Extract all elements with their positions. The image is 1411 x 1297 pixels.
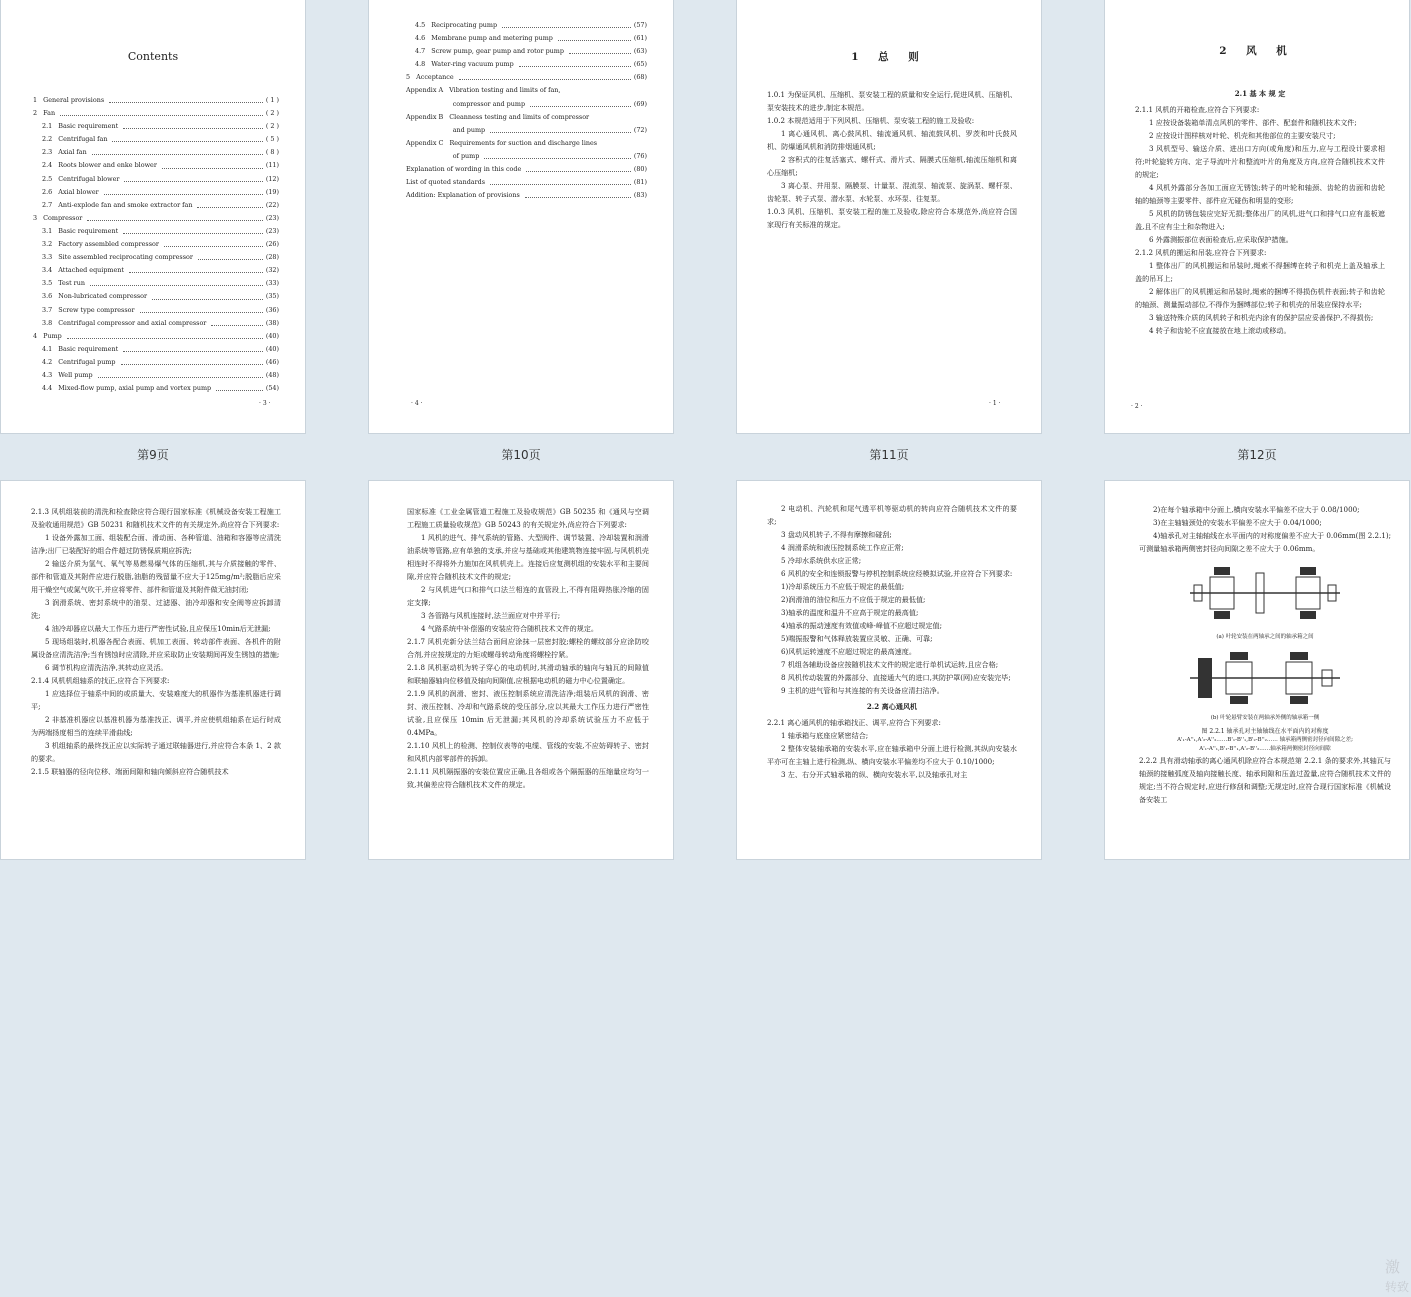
toc-entry-title: 4.1 Basic requirement	[42, 344, 119, 353]
paragraph: 1.0.1 为保证风机、压缩机、泵安装工程的质量和安全运行,促进风机、压缩机、泵安装技术的进步,制定本规范。	[767, 90, 1017, 112]
toc-entry-page: (57)	[633, 21, 647, 29]
toc-entry-title: 2.2 Centrifugal fan	[42, 135, 108, 144]
toc-entry-page: (23)	[265, 226, 279, 235]
toc-entry-page: (69)	[633, 99, 647, 108]
toc-leader	[526, 163, 631, 172]
toc-entry[interactable]	[33, 290, 279, 303]
toc-entry-page: (40)	[265, 331, 279, 340]
paragraph: 1 设备外露加工面、组装配合面、滑动面、各种管道、油箱和容器等应清洗洁净;出厂已装配好的组合件超过防锈保质期应拆洗;	[31, 533, 281, 555]
toc-entry-title: 4.4 Mixed-flow pump, axial pump and vortex pump	[42, 384, 212, 393]
page-number: · 1 ·	[989, 400, 1001, 407]
toc-entry[interactable]	[33, 382, 279, 395]
toc-entry-title: Appendix B Cleanness testing and limits of compressor	[406, 112, 590, 121]
toc-entry[interactable]	[406, 176, 647, 189]
paragraph: 2.1.2 风机的搬运和吊装,应符合下列要求:	[1135, 248, 1267, 257]
paragraph: 3 各管路与风机连接时,法兰面应对中并平行;	[421, 611, 561, 620]
toc-entry[interactable]	[33, 343, 279, 356]
toc-leader	[104, 186, 263, 195]
paragraph: 2.1.3 风机组装前的清洗和检查除应符合现行国家标准《机械设备安装工程施工及验收通用规范》GB 50231 和随机技术文件的有关规定外,尚应符合下列要求:	[31, 507, 281, 529]
paragraph: 6 外露测振部位表面检查后,应采取保护措施。	[1149, 235, 1293, 244]
chapter-heading: 2 风 机	[1219, 45, 1295, 57]
watermark-line-1: 激	[1384, 1258, 1400, 1276]
paragraph: 5 冷却水系统供水应正常;	[781, 556, 862, 565]
paragraph: 6 调节机构应清洗洁净,其转动应灵活。	[45, 663, 168, 672]
toc-leader	[92, 146, 263, 155]
toc-entry-page: (72)	[633, 125, 647, 134]
paragraph: 1 应按设备装箱单清点风机的零件、部件、配套件和随机技术文件;	[1149, 118, 1357, 127]
toc-leader	[164, 238, 263, 247]
paragraph: 1)冷却系统压力不应低于规定的最低值;	[781, 582, 905, 591]
toc-entry-page: (23)	[265, 213, 279, 222]
figure-caption-a: (a) 叶轮安装在两轴承之间的轴承箱之间	[1216, 634, 1314, 640]
contents-title: Contents	[127, 50, 179, 63]
toc-entry[interactable]	[33, 264, 279, 277]
toc-leader	[484, 150, 631, 159]
page-body	[767, 88, 1017, 231]
paragraph: 5 风机的防锈包装应完好无损;整体出厂的风机,进气口和排气口应有盖板遮盖,且不应有尘土和杂物进入;	[1135, 209, 1385, 231]
figure-note-1: A'₁-A''₁,A'₂-A''₂……B'₁-B''₁,B'₂-B''₂…… 轴承箱两侧密封径向间隙之差;	[1177, 737, 1353, 743]
paragraph: 1 轴承箱与底座应紧密结合;	[781, 731, 869, 740]
toc-entry-page: (26)	[265, 240, 279, 249]
toc-entry[interactable]	[406, 189, 647, 202]
paragraph: 3)在主轴轴颈处的安装水平偏差不应大于 0.04/1000;	[1153, 518, 1322, 527]
paragraph: 2.2.1 离心通风机的轴承箱找正、调平,应符合下列要求:	[767, 718, 941, 727]
toc-entry[interactable]	[406, 45, 647, 58]
toc-entry[interactable]	[33, 225, 279, 238]
toc-leader	[98, 369, 263, 378]
toc-entry-title: 2.5 Centrifugal blower	[42, 174, 120, 183]
toc-entry-title: 3.2 Factory assembled compressor	[42, 240, 159, 249]
page-label-11[interactable]: 第11页	[869, 448, 909, 462]
toc-entry-page: ( 1 )	[265, 96, 279, 104]
toc-leader	[211, 317, 263, 326]
toc-entry-page: (19)	[265, 187, 279, 196]
toc-entry-page: (22)	[265, 200, 279, 209]
page-body	[1139, 503, 1391, 806]
paragraph: 2.2.2 具有滑动轴承的离心通风机除应符合本规范第 2.2.1 条的要求外,其轴瓦与轴颈的接触弧度及轴向接触长度、轴承间隙和压盖过盈量,应符合随机技术文件的规定;当不符合规定时,应进行修刮和调整;无规定时,应符合现行国家标准《机械设备安装工	[1139, 756, 1391, 804]
figure-title: 图 2.2.1 轴承孔对主轴轴线在水平面内的对称度	[1201, 728, 1329, 735]
toc-leader	[60, 107, 263, 116]
toc-entry[interactable]	[33, 146, 279, 159]
toc-entry-page: (54)	[265, 384, 279, 393]
figure-caption-b: (b) 叶轮悬臂安装在两轴承外侧的轴承箱一侧	[1210, 715, 1320, 721]
paragraph: 8 风机传动装置的外露部分、直接通大气的进口,其防护罩(网)应安装完毕;	[781, 673, 1011, 682]
paragraph: 2.1.5 联轴器的径向位移、端面间隙和轴向倾斜应符合随机技术	[31, 767, 229, 776]
toc-entry-title: 5 Acceptance	[406, 73, 454, 82]
toc-entry-page: (61)	[633, 34, 647, 43]
toc-entry[interactable]	[406, 137, 647, 150]
toc-entry[interactable]	[33, 199, 279, 212]
page-label-10[interactable]: 第10页	[501, 448, 541, 462]
paragraph: 4 润滑系统和液压控制系统工作应正常;	[781, 543, 904, 552]
paragraph: 3 输送特殊介质的风机转子和机壳内涂有的保护层应妥善保护,不得损伤;	[1149, 313, 1374, 322]
toc-entry[interactable]	[33, 251, 279, 264]
toc-leader	[558, 32, 631, 41]
toc-entry[interactable]	[33, 159, 279, 172]
toc-entry[interactable]	[406, 98, 647, 111]
paragraph: 2 输送介质为氢气、氧气等易燃易爆气体的压缩机,其与介质接触的零件、部件和管道及其附件应进行脱脂,油脂的残留量不应大于125mg/m²;脱脂后应采用干燥空气或氮气吹干,并应将零件、部件和管道及其附件做无油封闭;	[31, 559, 281, 594]
toc-entry[interactable]	[406, 150, 647, 163]
figure-bearing-a	[1190, 559, 1340, 642]
toc-leader	[502, 19, 631, 28]
toc-leader	[490, 124, 631, 133]
page-thumb-14[interactable]	[368, 480, 674, 860]
paragraph: 4 气路系统中补偿器的安装应符合随机技术文件的规定。	[421, 624, 599, 633]
toc-entry-title: compressor and pump	[406, 99, 526, 108]
page-label-12[interactable]: 第12页	[1237, 448, 1277, 462]
toc-leader	[129, 264, 263, 273]
toc-entry-title: List of quoted standards	[406, 178, 486, 187]
toc-entry[interactable]	[33, 369, 279, 382]
paragraph: 3 润滑系统、密封系统中的油泵、过滤器、油冷却器和安全阀等应拆卸清洗;	[31, 598, 281, 620]
toc-entry-page: (11)	[265, 161, 279, 170]
toc-entry-title: 2.7 Anti-explode fan and smoke extractor fan	[42, 200, 193, 209]
paragraph: 9 主机的进气管和与其连接的有关设备应清扫洁净。	[781, 686, 944, 695]
toc-entry-title: 3.7 Screw type compressor	[42, 305, 135, 314]
toc-leader	[198, 251, 263, 260]
toc-entry-title: 4.7 Screw pump, gear pump and rotor pump	[415, 47, 564, 56]
toc-entry-page: (48)	[265, 370, 279, 379]
toc-entry-page: (83)	[633, 191, 647, 200]
toc-entry[interactable]	[33, 304, 279, 317]
toc-entry-page: ( 5 )	[265, 135, 279, 144]
toc-entry-title: 2.3 Axial fan	[42, 148, 87, 157]
toc-entry[interactable]	[406, 84, 647, 97]
page-text-bottom	[1139, 754, 1391, 806]
toc-entry-title: 3.6 Non-lubricated compressor	[42, 292, 148, 301]
toc-entry-title: 1 General provisions	[33, 96, 105, 104]
paragraph: 2)在每个轴承箱中分面上,横向安装水平偏差不应大于 0.08/1000;	[1153, 505, 1360, 514]
paragraph: 2 与风机进气口和排气口法兰相连的直管段上,不得有阻碍热胀冷缩的固定支撑;	[407, 585, 649, 607]
toc-entry-page: (81)	[633, 178, 647, 187]
section-heading: 2.1 基 本 规 定	[1234, 89, 1286, 98]
toc-entry[interactable]	[33, 330, 279, 343]
page-thumb-13[interactable]	[0, 480, 306, 860]
toc-leader	[569, 45, 631, 54]
toc-entry-title: 4.5 Reciprocating pump	[415, 21, 498, 29]
toc-entry-page: (12)	[265, 174, 279, 183]
toc-entry[interactable]	[406, 124, 647, 137]
paragraph: 2 非基准机器应以基准机器为基准找正、调平,并应使机组轴系在运行时成为两端扬度相当的连续平滑曲线;	[31, 715, 281, 737]
toc-entry-title: 2.1 Basic requirement	[42, 122, 119, 131]
paragraph: 4 转子和齿轮不应直接放在地上滚动或移动。	[1149, 326, 1291, 335]
toc-entry-page: (32)	[265, 266, 279, 275]
toc-entry-title: Appendix C Requirements for suction and discharge lines	[406, 138, 598, 147]
paragraph: 3 离心泵、井用泵、隔膜泵、计量泵、混流泵、轴流泵、旋涡泵、螺杆泵、齿轮泵、转子式泵、潜水泵、水轮泵、水环泵、往复泵。	[767, 181, 1017, 203]
paragraph: 6)风机运转速度不应超过规定的最高速度。	[781, 647, 916, 656]
paragraph: 3 风机型号、输送介质、进出口方向(或角度)和压力,应与工程设计要求相符;叶轮旋转方向、定子导流叶片和整流叶片的角度及方向,应符合随机技术文件的规定;	[1135, 144, 1385, 179]
toc-entry[interactable]	[406, 19, 647, 32]
toc-entry[interactable]	[33, 94, 279, 107]
paragraph: 2 容积式的往复活塞式、螺杆式、滑片式、隔膜式压缩机,轴流压缩机和离心压缩机;	[767, 155, 1017, 177]
toc-entry[interactable]	[33, 212, 279, 225]
toc-leader	[124, 173, 262, 182]
toc-leader	[152, 290, 263, 299]
page-body	[767, 502, 1017, 781]
page-thumb-16[interactable]	[1104, 480, 1410, 1294]
page-thumb-15[interactable]	[736, 480, 1042, 860]
toc-entry-page: (63)	[633, 47, 647, 56]
toc-leader	[87, 212, 263, 221]
paragraph: 2.1.10 风机上的检测、控制仪表等的电缆、管线的安装,不应妨碍转子、密封和风机内部零部件的拆卸。	[407, 741, 649, 763]
toc-entry[interactable]	[406, 163, 647, 176]
paragraph: 2.1.1 风机的开箱检查,应符合下列要求:	[1135, 105, 1260, 114]
paragraph: 4 风机外露部分各加工面应无锈蚀;转子的叶轮和轴颈、齿轮的齿面和齿轮轴的轴颈等主要零件、部件应无碰伤和明显的变形;	[1135, 183, 1385, 205]
paragraph: 7 机组各辅助设备应按随机技术文件的规定进行单机试运转,且应合格;	[781, 660, 999, 669]
toc-entry-page: (35)	[265, 292, 279, 301]
toc-list	[406, 19, 647, 202]
toc-entry-title: 4.2 Centrifugal pump	[42, 357, 116, 366]
toc-entry-page: (40)	[265, 344, 279, 353]
paragraph: 6 风机的安全和连锁报警与停机控制系统应经模拟试验,并应符合下列要求:	[781, 569, 1013, 578]
toc-entry[interactable]	[33, 107, 279, 120]
toc-entry-title: 3 Compressor	[33, 213, 83, 222]
toc-entry-page: ( 2 )	[265, 122, 279, 131]
toc-entry[interactable]	[33, 186, 279, 199]
paragraph: 4)轴承孔对主轴轴线在水平面内的对称度偏差不应大于 0.06mm(图 2.2.1);可测量轴承箱两侧密封径向间隙之差不应大于 0.06mm。	[1139, 531, 1391, 553]
toc-leader	[459, 71, 631, 80]
toc-entry[interactable]	[406, 71, 647, 84]
toc-leader	[140, 304, 263, 313]
page-thumb-10[interactable]	[368, 0, 674, 434]
toc-entry-title: 3.4 Attached equipment	[42, 266, 124, 275]
figure-note-2: A'₁-A''₁,B'₁-B''₁,A'₂-B''₂……轴承箱两侧密封径向间隙	[1199, 746, 1331, 752]
page-thumb-12[interactable]	[1104, 0, 1410, 434]
toc-entry[interactable]	[33, 277, 279, 290]
toc-entry[interactable]	[33, 317, 279, 330]
paragraph: 5)喘振报警和气体释放装置应灵敏、正确、可靠;	[781, 634, 933, 643]
toc-leader	[123, 120, 263, 129]
page-label-9[interactable]: 第9页	[137, 448, 169, 462]
toc-entry-page: (33)	[265, 279, 279, 288]
paragraph: 5 现场组装时,机器各配合表面、机加工表面、转动部件表面、各机件的附属设备应清洗洁净;当有锈蚀时应清除,并应采取防止安装期间再发生锈蚀的措施;	[31, 637, 281, 659]
toc-entry-page: ( 2 )	[265, 109, 279, 118]
toc-entry-page: (65)	[633, 60, 647, 69]
toc-leader	[112, 133, 262, 142]
toc-entry[interactable]	[33, 356, 279, 369]
section-heading: 2.2 离心通风机	[866, 702, 918, 711]
page-body	[1135, 84, 1385, 337]
toc-entry-title: and pump	[406, 125, 486, 134]
paragraph: 3 左、右分开式轴承箱的纵、横向安装水平,以及轴承孔对主	[781, 770, 968, 779]
paragraph: 2 电动机、汽轮机和尾气透平机等驱动机的转向应符合随机技术文件的要求;	[767, 504, 1017, 526]
paragraph: 1.0.3 风机、压缩机、泵安装工程的施工及验收,除应符合本规范外,尚应符合国家现行有关标准的规定。	[767, 207, 1017, 229]
toc-entry-title: 4.6 Membrane pump and metering pump	[415, 34, 553, 43]
watermark	[1385, 1257, 1409, 1297]
paragraph: 2 整体安装轴承箱的安装水平,应在轴承箱中分面上进行检测,其纵向安装水平亦可在主轴上进行检测,纵、横向安装水平偏差均不应大于 0.10/1000;	[767, 744, 1017, 766]
paragraph: 1 离心通风机、离心鼓风机、轴流通风机、轴流鼓风机、罗茨和叶氏鼓风机、防爆通风机和消防排烟通风机;	[767, 129, 1017, 151]
toc-entry[interactable]	[406, 111, 647, 124]
toc-entry-title: 4 Pump	[33, 331, 62, 340]
toc-entry[interactable]	[33, 133, 279, 146]
toc-entry-page: (36)	[265, 305, 279, 314]
toc-entry[interactable]	[406, 32, 647, 45]
figure-bearing-b	[1190, 646, 1340, 723]
toc-entry[interactable]	[33, 173, 279, 186]
toc-entry-page: (38)	[265, 318, 279, 327]
paragraph: 3 机组轴系的最终找正应以实际转子通过联轴器进行,并应符合本条 1、2 款的要求。	[31, 741, 281, 763]
toc-entry-page: (76)	[633, 151, 647, 160]
paragraph: 2 应按设计图样核对叶轮、机壳和其他部位的主要安装尺寸;	[1149, 131, 1336, 140]
paragraph: 2.1.9 风机的润滑、密封、液压控制系统应清洗洁净;组装后风机的润滑、密封、液压控制、冷却和气路系统的受压部分,应以其最大工作压力进行严密性试验,且应保压 10min 后无泄漏;其风机的冷却系统试验压力不应低于 0.4MPa。	[407, 689, 649, 737]
toc-leader	[162, 159, 263, 168]
paragraph: 1 风机的进气、排气系统的管路、大型阀件、调节装置、冷却装置和润滑油系统等管路,应有单独的支承,并应与基础或其他建筑物连接牢固,与风机机壳相连时不得将外力施加在风机机壳上。连接后应复测机组的安装水平和主要间隙,并应符合随机技术文件的规定;	[407, 533, 649, 581]
toc-entry-page: (28)	[265, 253, 279, 262]
toc-entry-page: (46)	[265, 357, 279, 366]
paragraph: 3 盘动风机转子,不得有摩擦和碰刮;	[781, 530, 892, 539]
watermark-line-2: 转致	[1384, 1280, 1409, 1294]
toc-entry-title: 2.6 Axial blower	[42, 187, 99, 196]
paragraph: 3)轴承的温度和温升不应高于规定的最高值;	[781, 608, 919, 617]
toc-list	[33, 94, 279, 395]
page-number: · 2 ·	[1131, 403, 1143, 410]
toc-entry-title: 3.3 Site assembled reciprocating compressor	[42, 253, 193, 262]
paragraph: 2.1.11 风机隔振器的安装位置应正确,且各组或各个隔振器的压缩量应均匀一致,其偏差应符合随机技术文件的规定。	[407, 767, 649, 789]
page-thumb-11[interactable]	[736, 0, 1042, 434]
page-text-top	[1139, 503, 1391, 555]
toc-entry-page: (68)	[633, 73, 647, 82]
paragraph: 4 油冷却器应以最大工作压力进行严密性试验,且应保压10min后无泄漏;	[45, 624, 271, 633]
page-thumb-9[interactable]	[0, 0, 306, 434]
toc-leader	[90, 277, 263, 286]
toc-leader	[109, 94, 263, 103]
toc-leader	[216, 382, 263, 391]
paragraph: 1 整体出厂的风机搬运和吊装时,绳索不得捆缚在转子和机壳上盖及轴承上盖的吊耳上;	[1135, 261, 1385, 283]
toc-leader	[123, 343, 263, 352]
paragraph: 2.1.4 风机机组轴系的找正,应符合下列要求:	[31, 676, 170, 685]
toc-entry-page: (80)	[633, 165, 647, 174]
paragraph: 1 应选择位于轴系中间的或质量大、安装难度大的机器作为基准机器进行调平;	[31, 689, 281, 711]
toc-entry-page: ( 8 )	[265, 148, 279, 157]
toc-leader	[490, 176, 631, 185]
toc-leader	[519, 58, 631, 67]
toc-leader	[197, 199, 262, 208]
toc-entry-title: 2 Fan	[33, 109, 56, 118]
paragraph: 2)润滑油的油位和压力不应低于规定的最低值;	[781, 595, 926, 604]
page-number: · 4 ·	[411, 400, 423, 407]
paragraph: 1.0.2 本规范适用于下列风机、压缩机、泵安装工程的施工及验收:	[767, 116, 975, 125]
page-number: · 3 ·	[259, 400, 271, 407]
page-body	[31, 505, 281, 778]
toc-leader	[530, 98, 631, 107]
toc-entry-title: 3.1 Basic requirement	[42, 226, 119, 235]
toc-entry-title: Addition: Explanation of provisions	[406, 191, 520, 200]
chapter-heading: 1 总 则	[851, 51, 927, 63]
paragraph: 2 解体出厂的风机搬运和吊装时,绳索的捆缚不得损伤机件表面;转子和齿轮的轴颈、测量振动部位,不得作为捆缚部位;转子和机壳的吊装应保持水平;	[1135, 287, 1385, 309]
toc-leader	[67, 330, 263, 339]
toc-entry-title: 4.3 Well pump	[42, 370, 93, 379]
toc-entry[interactable]	[33, 120, 279, 133]
toc-leader	[123, 225, 263, 234]
toc-leader	[525, 189, 631, 198]
toc-entry-title: 4.8 Water-ring vacuum pump	[415, 60, 514, 69]
paragraph: 2.1.7 风机壳新分法兰结合面间应涂抹一层密封胶;螺栓的螺纹部分应涂防咬合剂,并应按规定的力矩或螺母转动角度将螺栓拧紧。	[407, 637, 649, 659]
toc-entry-title: 2.4 Roots blower and enke blower	[42, 161, 157, 170]
toc-entry-title: Appendix A Vibration testing and limits of fan,	[406, 86, 561, 95]
paragraph: 4)轴承的振动速度有效值或峰-峰值不应超过规定值;	[781, 621, 943, 630]
toc-leader	[121, 356, 263, 365]
toc-entry-title: of pump	[406, 151, 480, 160]
paragraph: 国家标准《工业金属管道工程施工及验收规范》GB 50235 和《通风与空调工程施工质量验收规范》GB 50243 的有关规定外,尚应符合下列要求:	[407, 507, 649, 529]
toc-entry[interactable]	[33, 238, 279, 251]
toc-entry[interactable]	[406, 58, 647, 71]
toc-entry-title: Explanation of wording in this code	[406, 165, 522, 174]
page-body	[407, 505, 649, 791]
paragraph: 2.1.8 风机驱动机为转子穿心的电动机时,其滑动轴承的轴向与轴瓦的间隙值和联轴器轴向位移值及轴向间隙值,应根据电动机的磁力中心位置确定。	[407, 663, 649, 685]
toc-entry-title: 3.5 Test run	[42, 279, 85, 288]
toc-entry-title: 3.8 Centrifugal compressor and axial compressor	[42, 318, 207, 327]
